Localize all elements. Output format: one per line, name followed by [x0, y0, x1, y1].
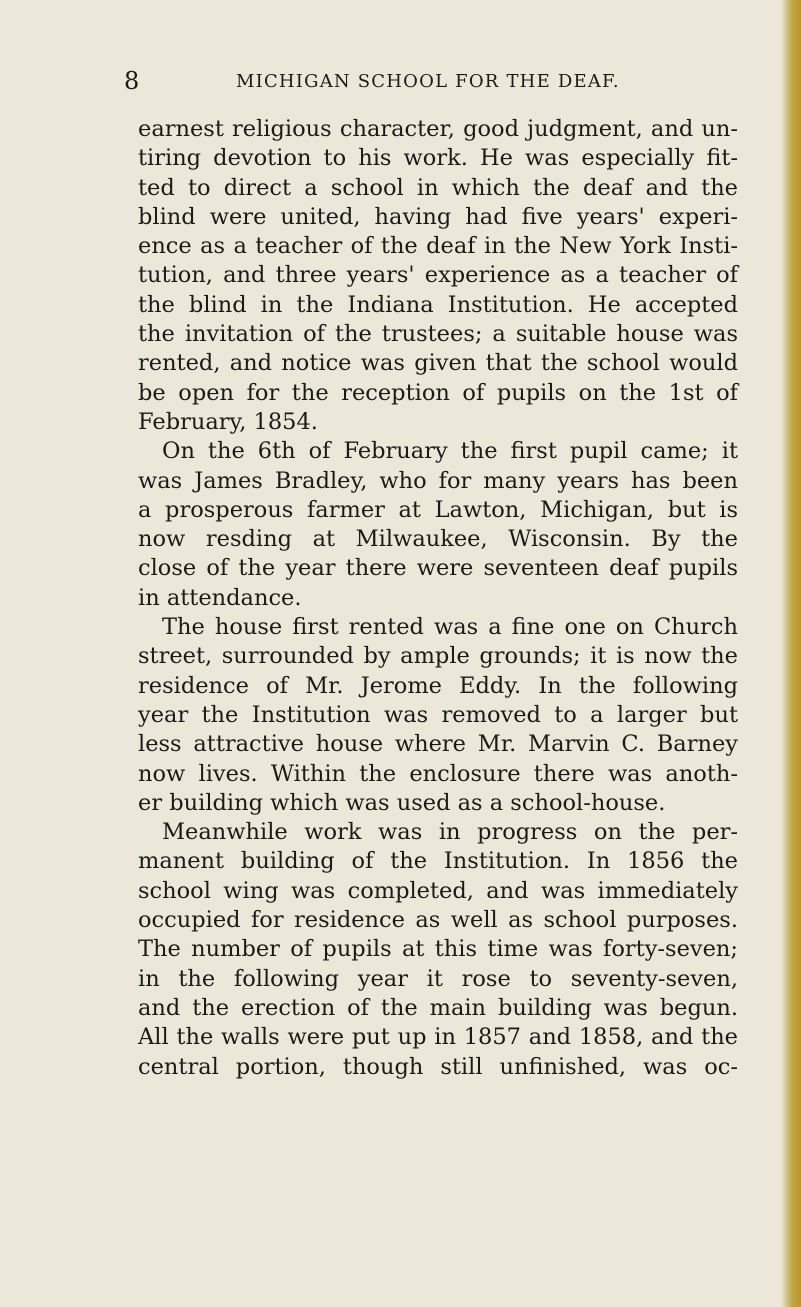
gilt-page-edge: [781, 0, 801, 1307]
text-line: the blind in the Indiana Institution. He accepted: [138, 291, 738, 318]
page-number: 8: [124, 67, 140, 95]
text-line: school wing was completed, and was immediately: [138, 877, 738, 904]
body-text: [138, 115, 738, 1082]
text-line: now resding at Milwaukee, Wisconsin. By the: [138, 526, 738, 553]
text-line: central portion, though still unfinished, was oc-: [138, 1053, 738, 1080]
text-line: now lives. Within the enclosure there was anoth-: [138, 760, 738, 787]
text-line: February, 1854.: [138, 408, 318, 435]
text-line: close of the year there were seventeen deaf pupils: [138, 555, 738, 582]
text-line: was James Bradley, who for many years has been: [138, 467, 738, 494]
text-line: and the erection of the main building was begun.: [138, 994, 738, 1021]
text-line: tiring devotion to his work. He was especially fit-: [138, 145, 738, 172]
text-line: The number of pupils at this time was forty-seven;: [138, 936, 738, 963]
text-line: less attractive house where Mr. Marvin C. Barney: [138, 731, 738, 758]
text-line: On the 6th of February the first pupil came; it: [162, 438, 738, 465]
text-line: a prosperous farmer at Lawton, Michigan, but is: [138, 496, 738, 523]
text-line: er building which was used as a school-house.: [138, 789, 666, 816]
text-line: ence as a teacher of the deaf in the New York Insti-: [138, 233, 738, 260]
text-line: ted to direct a school in which the deaf and the: [138, 174, 738, 201]
text-line: be open for the reception of pupils on the 1st of: [138, 379, 738, 406]
text-line: rented, and notice was given that the school would: [138, 350, 738, 377]
text-line: occupied for residence as well as school purposes.: [138, 907, 738, 934]
text-line: blind were united, having had five years' experi-: [138, 203, 738, 230]
text-line: manent building of the Institution. In 1856 the: [138, 848, 738, 875]
text-line: the invitation of the trustees; a suitable house was: [138, 321, 738, 348]
text-line: in the following year it rose to seventy-seven,: [138, 965, 738, 992]
text-line: earnest religious character, good judgment, and un-: [138, 116, 738, 142]
text-line: The house first rented was a fine one on Church: [162, 614, 738, 641]
text-line: All the walls were put up in 1857 and 1858, and the: [138, 1024, 738, 1051]
text-line: year the Institution was removed to a larger but: [138, 701, 738, 728]
text-line: tution, and three years' experience as a teacher of: [138, 262, 738, 289]
text-line: in attendance.: [138, 584, 302, 611]
text-line: street, surrounded by ample grounds; it is now the: [138, 643, 738, 670]
text-line: Meanwhile work was in progress on the per-: [162, 819, 738, 846]
text-line: residence of Mr. Jerome Eddy. In the following: [138, 672, 738, 699]
running-head: MICHIGAN SCHOOL FOR THE DEAF.: [236, 71, 620, 92]
